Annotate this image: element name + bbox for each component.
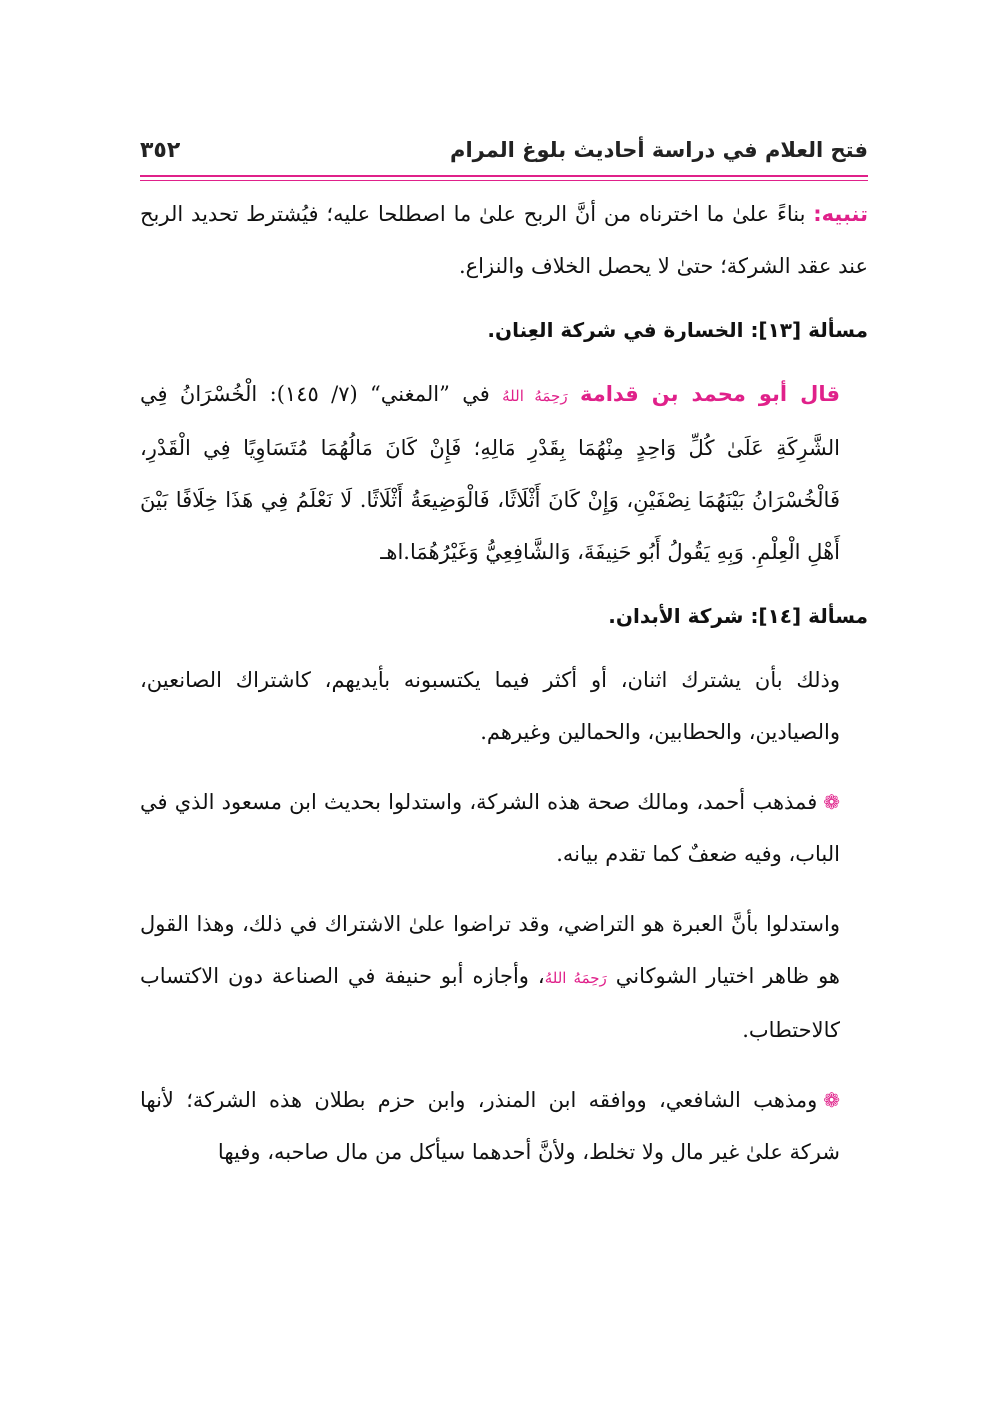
running-header <box>140 130 868 170</box>
header-rule-thin <box>140 180 868 181</box>
page-number: ٣٥٢ <box>140 137 181 163</box>
honorific-glyph: رَحِمَهُ اللهُ <box>544 969 607 987</box>
note-line-1: بناءً علىٰ ما اخترناه من أنَّ الربح علىٰ ما اصطلحا عليه؛ فيُشترط تحديد <box>191 202 806 226</box>
issue-14-heading <box>140 596 868 636</box>
body-paragraph-3-text-a: واستدلوا بأنَّ العبرة هو التراضي، وقد تراضوا علىٰ الاشتراك في ذلك، وهذا القول هو ظاهر اختيار الشوكاني <box>140 912 840 988</box>
quote-source-prefix: في <box>449 382 503 406</box>
honorific-glyph: رَحِمَهُ اللهُ <box>502 387 568 405</box>
note-paragraph <box>140 188 868 292</box>
body-paragraph-2 <box>140 776 868 880</box>
quote-paragraph <box>140 368 868 578</box>
page <box>140 0 868 1418</box>
quote-text: الْخُسْرَانُ فِي الشَّرِكَةِ عَلَىٰ كُلِّ وَاحِدٍ مِنْهُمَا بِقَدْرِ مَالِهِ؛ فَإِنْ كَانَ مَالُهُمَا مُتَسَاوِيًا فِي الْقَدْرِ، فَالْخُسْرَانُ بَيْنَهُمَا نِصْفَيْنِ، وَإِنْ كَانَ أَثْلَاثًا، فَالْوَضِيعَةُ أَثْلَاثًا. لَا نَعْلَمُ فِي هَذَا خِلَافًا بَيْنَ أَهْلِ الْعِلْمِ. وَبِهِ يَقُولُ أَبُو حَنِيفَةَ، وَالشَّافِعِيُّ وَغَيْرُهُمَا.اهـ <box>140 382 840 564</box>
header-rule-thick <box>140 175 868 177</box>
body-paragraph-2-text: فمذهب أحمد، ومالك صحة هذه الشركة، واستدلوا بحديث ابن مسعود الذي في الباب، وفيه ضعفٌ كما تقدم بيانه. <box>140 790 840 866</box>
header-title: فتح العلام في دراسة أحاديث بلوغ المرام <box>450 138 868 162</box>
note-line-2: الربح عند عقد الشركة؛ حتىٰ لا يحصل الخلاف والنزاع. <box>140 202 868 278</box>
issue-13-label: مسألة [١٣]: <box>750 318 868 342</box>
body-paragraph-4-text: ومذهب الشافعي، ووافقه ابن المنذر، وابن حزم بطلان هذه الشركة؛ لأنها شركة علىٰ غير مال ولا تخلط، ولأنَّ أحدهما سيأكل من مال صاحبه، وفيها <box>140 1088 840 1164</box>
flower-ornament-icon: ❁ <box>823 790 840 814</box>
page-content <box>140 188 868 1178</box>
body-paragraph-1: وذلك بأن يشترك اثنان، أو أكثر فيما يكتسبونه بأيديهم، كاشتراك الصانعين، والصيادين، والحطابين، والحمالين وغيرهم. <box>140 668 840 744</box>
note-label: تنبيه: <box>813 202 868 226</box>
quote-source: ”المغني“ <box>370 382 450 406</box>
issue-13-heading <box>140 310 868 350</box>
issue-14-title: شركة الأبدان. <box>608 604 744 628</box>
issue-13-title: الخسارة في شركة العِنان. <box>487 318 744 342</box>
body-paragraph-4 <box>140 1074 868 1178</box>
quote-author: قال أبو محمد بن قدامة <box>579 382 840 406</box>
quote-reference: (٧/ ١٤٥): <box>257 382 371 406</box>
issue-14-label: مسألة [١٤]: <box>750 604 868 628</box>
flower-ornament-icon: ❁ <box>823 1088 840 1112</box>
body-paragraph-3 <box>140 898 868 1056</box>
body-paragraph-3-text-b: ، وأجازه أبو حنيفة في الصناعة دون الاكتساب كالاحتطاب. <box>140 964 840 1042</box>
